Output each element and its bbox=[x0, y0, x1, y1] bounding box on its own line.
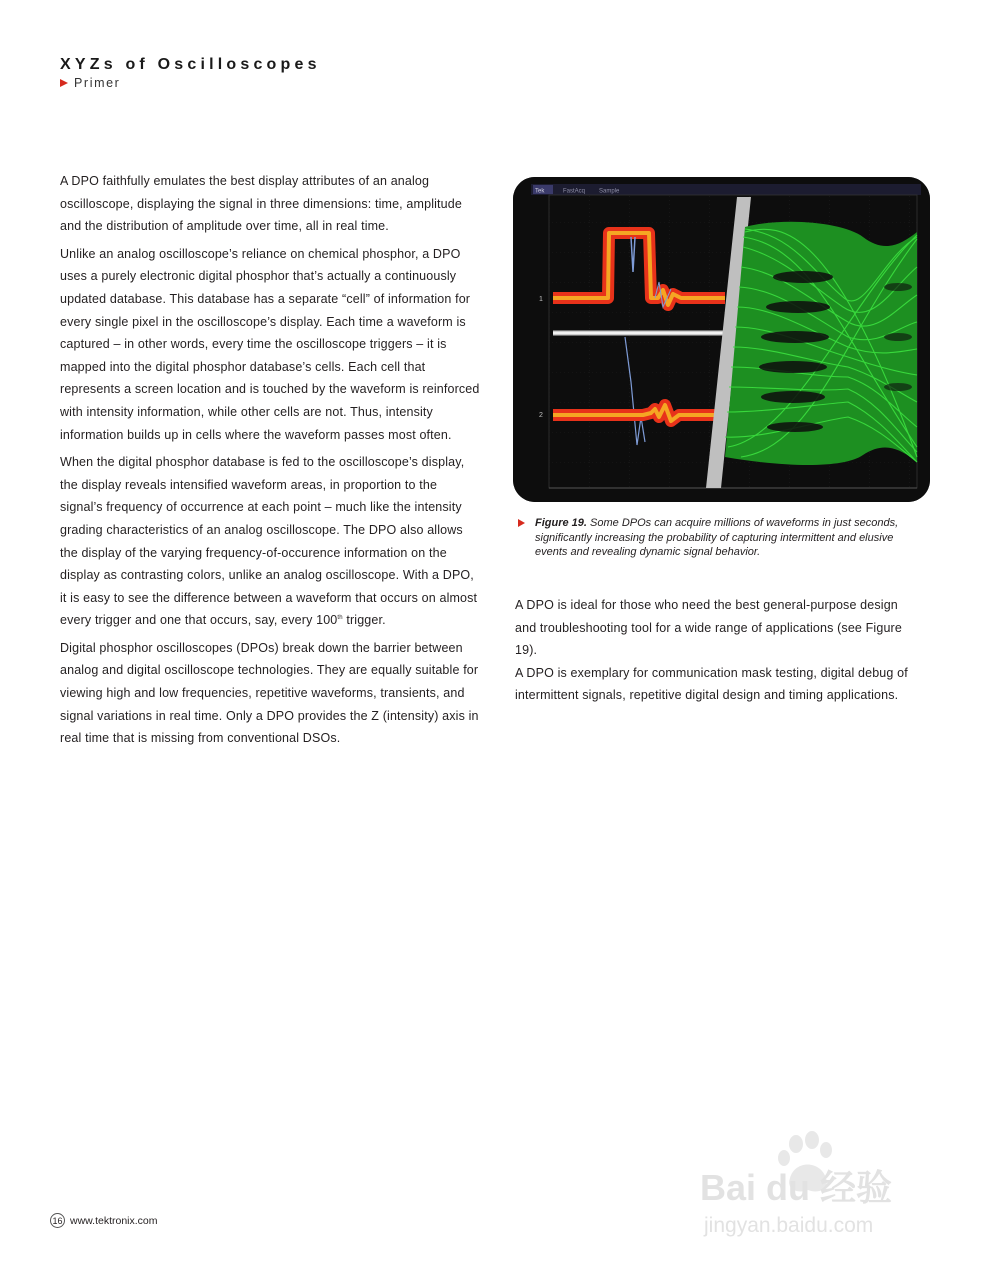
paragraph-dpo-ideal: A DPO is ideal for those who need the best general-purpose design and troubleshooting tool for a wide range of applications (see Figure 19). bbox=[515, 598, 902, 658]
paragraph-intensified-display bbox=[60, 451, 480, 632]
oscilloscope-display-image bbox=[513, 177, 930, 502]
subtitle-text: Primer bbox=[74, 76, 121, 90]
menu-tek: Tek bbox=[535, 188, 545, 195]
paragraph-dpo-emulates: A DPO faithfully emulates the best display attributes of an analog oscilloscope, displaying the signal in three dimensions: time, amplitude and the distribution of amplitude over time, all in real time. bbox=[60, 174, 462, 234]
page-header bbox=[60, 56, 321, 90]
figure-caption bbox=[518, 516, 928, 560]
eye-diagram bbox=[725, 222, 917, 465]
left-column bbox=[60, 170, 480, 755]
menu-fastacq: FastAcq bbox=[563, 188, 586, 195]
paragraph-dpo-exemplary: A DPO is exemplary for communication mask testing, digital debug of intermittent signals, repetitive digital design and timing applications. bbox=[515, 665, 908, 703]
watermark-url: jingyan.baidu.com bbox=[704, 1214, 874, 1237]
paragraph-intensified-text: When the digital phosphor database is fed to the oscilloscope’s display, the display reveals intensified waveform areas, in proportion to the signal’s frequency of occurrence at each point – much like the intensity grading characteristics of an analog oscilloscope. The DPO also allows the display of the varying frequency-of-occurence information on the display as contrasting colors, unlike an analog oscilloscope. With a DPO, it is easy to see the difference between a waveform that occurs on almost every trigger and one that occurs, say, every 100 bbox=[60, 455, 478, 628]
footer-url: www.tektronix.com bbox=[70, 1214, 158, 1227]
watermark-brand: Bai du 经验 bbox=[700, 1167, 893, 1208]
superscript-th: th bbox=[337, 615, 343, 622]
caption-triangle-icon bbox=[518, 519, 525, 527]
channel-marker-2: 2 bbox=[539, 412, 543, 419]
paragraph-dpo-barrier: Digital phosphor oscilloscopes (DPOs) break down the barrier between analog and digital oscilloscope technologies. They are equally suitable for viewing high and low frequencies, repetitive waveforms, transients, and signal variations in real time. Only a DPO provides the Z (intensity) axis in real time that is missing from conventional DSOs. bbox=[60, 640, 479, 746]
page-number: 16 bbox=[50, 1213, 65, 1228]
document-subtitle bbox=[60, 76, 321, 90]
baidu-watermark-logo bbox=[700, 1128, 935, 1243]
document-title: XYZs of Oscilloscopes bbox=[60, 56, 321, 73]
caption-label: Figure 19. bbox=[535, 517, 587, 529]
channel-marker-1: 1 bbox=[539, 296, 543, 303]
figure-oscilloscope-screen bbox=[513, 177, 930, 502]
right-column bbox=[515, 594, 915, 707]
paragraph-intensified-end: trigger. bbox=[342, 613, 386, 628]
paragraph-digital-phosphor: Unlike an analog oscilloscope’s reliance on chemical phosphor, a DPO uses a purely electronic digital phosphor that’s actually a continuously updated database. This database has a separate “cell” of information for every single pixel in the oscilloscope’s display. Each time a waveform is captured – in other words, every time the oscilloscope triggers – it is mapped into the digital phosphor database’s cells. Each cell that represents a screen location and is touched by the waveform is reinforced with intensity information, while other cells are not. Thus, intensity information builds up in cells where the waveform passes most often. bbox=[60, 246, 480, 442]
menu-sample: Sample bbox=[599, 188, 620, 195]
caption-text: Some DPOs can acquire millions of waveforms in just seconds, significantly increasing the probability of capturing intermittent and elusive events and revealing dynamic signal behavior. bbox=[535, 517, 899, 559]
red-triangle-icon bbox=[60, 79, 68, 87]
page-footer bbox=[50, 1213, 158, 1228]
